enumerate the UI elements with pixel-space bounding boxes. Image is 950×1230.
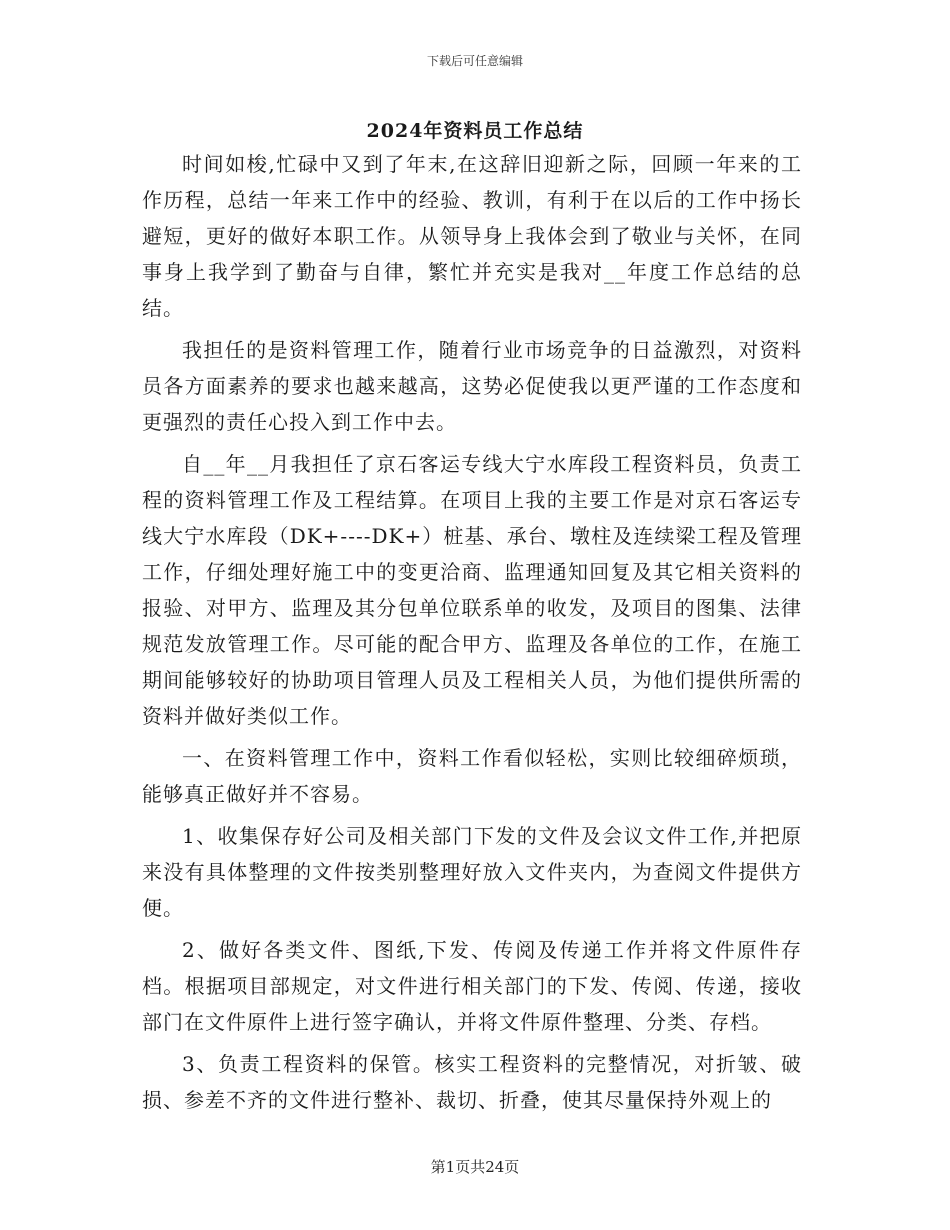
- paragraph: 2、做好各类文件、图纸,下发、传阅及传递工作并将文件原件存档。根据项目部规定，对文件进行相关部门的下发、传阅、传递，接收部门在文件原件上进行签字确认，并将文件原件整理、分类、存档。: [142, 938, 802, 1034]
- paragraph: 3、负责工程资料的保管。核实工程资料的完整情况，对折皱、破损、参差不齐的文件进行整补、裁切、折叠，使其尽量保持外观上的: [142, 1052, 802, 1112]
- paragraph: 我担任的是资料管理工作，随着行业市场竞争的日益激烈，对资料员各方面素养的要求也越来越高，这势必促使我以更严谨的工作态度和更强烈的责任心投入到工作中去。: [142, 338, 802, 434]
- page-header-note: 下载后可任意编辑: [426, 54, 523, 68]
- page-number: 第1页共24页: [430, 1158, 520, 1176]
- paragraph: 1、收集保存好公司及相关部门下发的文件及会议文件工作,并把原来没有具体整理的文件按类别整理好放入文件夹内，为查阅文件提供方便。: [142, 824, 802, 920]
- document-body: [142, 146, 802, 1118]
- paragraph: 时间如梭,忙碌中又到了年末,在这辞旧迎新之际，回顾一年来的工作历程，总结一年来工作中的经验、教训，有利于在以后的工作中扬长避短，更好的做好本职工作。从领导身上我体会到了敬业与关怀，在同事身上我学到了勤奋与自律，繁忙并充实是我对__年度工作总结的总结。: [142, 152, 802, 320]
- paragraph: 一、在资料管理工作中，资料工作看似轻松，实则比较细碎烦琐，能够真正做好并不容易。: [142, 746, 802, 806]
- paragraph: 自__年__月我担任了京石客运专线大宁水库段工程资料员，负责工程的资料管理工作及工程结算。在项目上我的主要工作是对京石客运专线大宁水库段（DK+----DK+）桩基、承台、墩柱及连续梁工程及管理工作，仔细处理好施工中的变更洽商、监理通知回复及其它相关资料的报验、对甲方、监理及其分包单位联系单的收发，及项目的图集、法律规范发放管理工作。尽可能的配合甲方、监理及各单位的工作，在施工期间能够较好的协助项目管理人员及工程相关人员，为他们提供所需的资料并做好类似工作。: [142, 452, 802, 728]
- document-title: 2024年资料员工作总结: [366, 120, 584, 142]
